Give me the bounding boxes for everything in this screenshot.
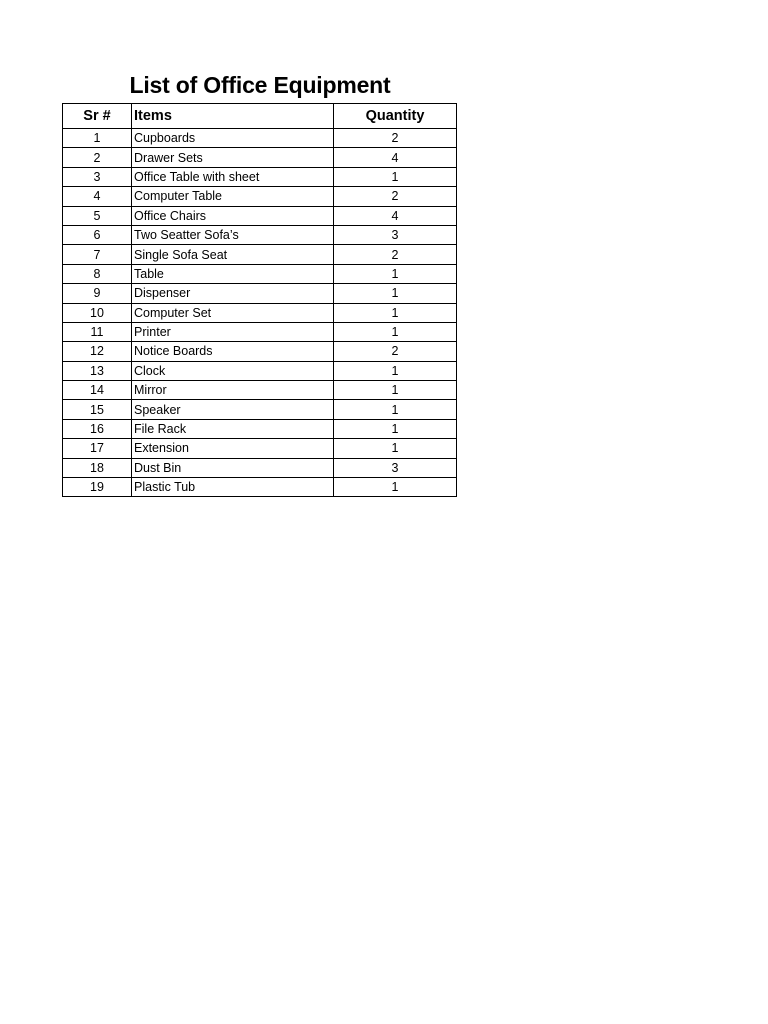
cell-sr: 7 bbox=[63, 245, 132, 264]
table-row bbox=[63, 342, 457, 361]
table-row bbox=[63, 439, 457, 458]
equipment-table bbox=[62, 103, 457, 497]
cell-item: Speaker bbox=[132, 400, 334, 419]
cell-item: Mirror bbox=[132, 381, 334, 400]
header-row bbox=[63, 104, 457, 129]
cell-sr: 10 bbox=[63, 303, 132, 322]
cell-item: Cupboards bbox=[132, 129, 334, 148]
cell-sr: 18 bbox=[63, 458, 132, 477]
table-row bbox=[63, 400, 457, 419]
cell-quantity: 2 bbox=[334, 129, 457, 148]
table-body bbox=[63, 129, 457, 497]
table-row bbox=[63, 187, 457, 206]
cell-sr: 16 bbox=[63, 419, 132, 438]
cell-sr: 4 bbox=[63, 187, 132, 206]
cell-sr: 12 bbox=[63, 342, 132, 361]
page-title: List of Office Equipment bbox=[129, 72, 391, 98]
cell-quantity: 2 bbox=[334, 187, 457, 206]
cell-sr: 3 bbox=[63, 167, 132, 186]
cell-sr: 6 bbox=[63, 225, 132, 244]
cell-item: Clock bbox=[132, 361, 334, 380]
cell-sr: 19 bbox=[63, 478, 132, 497]
cell-quantity: 1 bbox=[334, 167, 457, 186]
cell-item: Notice Boards bbox=[132, 342, 334, 361]
cell-sr: 1 bbox=[63, 129, 132, 148]
cell-quantity: 1 bbox=[334, 400, 457, 419]
cell-quantity: 1 bbox=[334, 322, 457, 341]
table-row bbox=[63, 206, 457, 225]
cell-item: Dispenser bbox=[132, 284, 334, 303]
cell-item: File Rack bbox=[132, 419, 334, 438]
table-row bbox=[63, 361, 457, 380]
cell-sr: 11 bbox=[63, 322, 132, 341]
table-row bbox=[63, 381, 457, 400]
cell-quantity: 1 bbox=[334, 439, 457, 458]
cell-quantity: 1 bbox=[334, 264, 457, 283]
table-row bbox=[63, 148, 457, 167]
cell-quantity: 2 bbox=[334, 342, 457, 361]
table-row bbox=[63, 458, 457, 477]
table-row bbox=[63, 284, 457, 303]
cell-sr: 15 bbox=[63, 400, 132, 419]
cell-item: Office Table with sheet bbox=[132, 167, 334, 186]
cell-item: Extension bbox=[132, 439, 334, 458]
table-row bbox=[63, 419, 457, 438]
table-row bbox=[63, 245, 457, 264]
table-row bbox=[63, 167, 457, 186]
cell-item: Dust Bin bbox=[132, 458, 334, 477]
cell-quantity: 1 bbox=[334, 361, 457, 380]
cell-quantity: 1 bbox=[334, 381, 457, 400]
cell-item: Computer Set bbox=[132, 303, 334, 322]
header-quantity: Quantity bbox=[334, 104, 457, 129]
cell-quantity: 3 bbox=[334, 458, 457, 477]
cell-quantity: 4 bbox=[334, 206, 457, 225]
cell-quantity: 4 bbox=[334, 148, 457, 167]
cell-quantity: 1 bbox=[334, 419, 457, 438]
table-row bbox=[63, 129, 457, 148]
cell-sr: 17 bbox=[63, 439, 132, 458]
header-items: Items bbox=[132, 104, 334, 129]
cell-sr: 8 bbox=[63, 264, 132, 283]
cell-quantity: 1 bbox=[334, 303, 457, 322]
cell-item: Two Seatter Sofa’s bbox=[132, 225, 334, 244]
table-row bbox=[63, 303, 457, 322]
cell-sr: 5 bbox=[63, 206, 132, 225]
cell-quantity: 1 bbox=[334, 284, 457, 303]
cell-item: Computer Table bbox=[132, 187, 334, 206]
cell-item: Office Chairs bbox=[132, 206, 334, 225]
cell-item: Printer bbox=[132, 322, 334, 341]
table-row bbox=[63, 322, 457, 341]
cell-item: Single Sofa Seat bbox=[132, 245, 334, 264]
cell-quantity: 2 bbox=[334, 245, 457, 264]
table-row bbox=[63, 225, 457, 244]
cell-sr: 9 bbox=[63, 284, 132, 303]
cell-sr: 2 bbox=[63, 148, 132, 167]
header-sr: Sr # bbox=[63, 104, 132, 129]
table-row bbox=[63, 264, 457, 283]
cell-item: Plastic Tub bbox=[132, 478, 334, 497]
cell-sr: 13 bbox=[63, 361, 132, 380]
cell-item: Table bbox=[132, 264, 334, 283]
cell-item: Drawer Sets bbox=[132, 148, 334, 167]
cell-quantity: 1 bbox=[334, 478, 457, 497]
cell-sr: 14 bbox=[63, 381, 132, 400]
table-header bbox=[63, 104, 457, 129]
table-row bbox=[63, 478, 457, 497]
cell-quantity: 3 bbox=[334, 225, 457, 244]
